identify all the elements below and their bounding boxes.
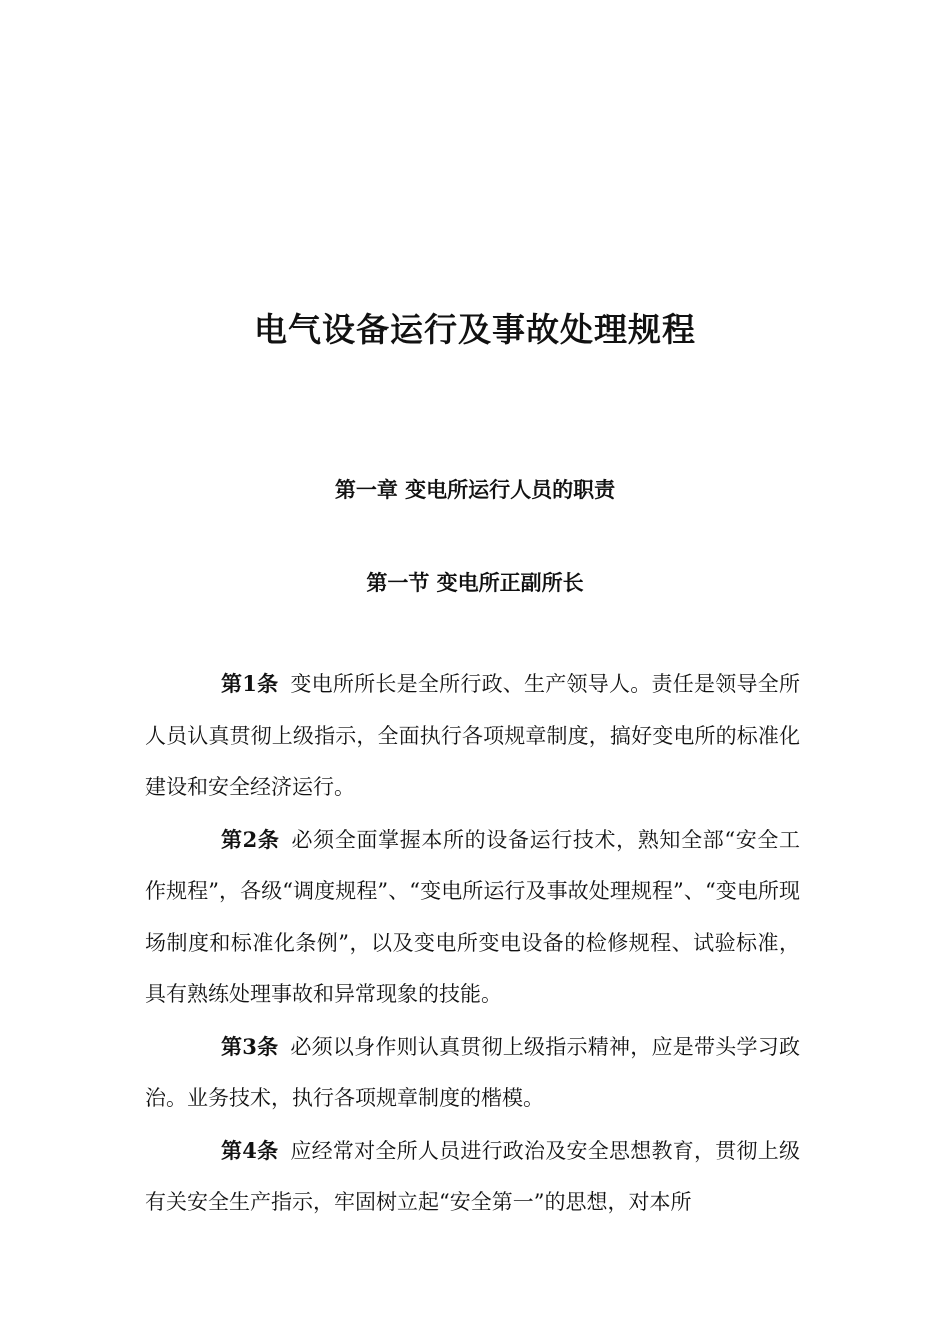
article-2-text: 必须全面掌握本所的设备运行技术，熟知全部“安全工作规程”，各级“调度规程”、“变电所运行及事故处理规程”、“变电所现场制度和标准化条例”，以及变电所变电设备的检修规程、试验标准，具有熟练处理事故和异常现象的技能。 [145, 827, 801, 1006]
chapter-heading: 第一章 变电所运行人员的职责 [334, 477, 616, 502]
article-2 [145, 814, 800, 1021]
section-heading: 第一节 变电所正副所长 [366, 570, 584, 595]
article-1-text: 变电所所长是全所行政、生产领导人。责任是领导全所人员认真贯彻上级指示，全面执行各项规章制度，搞好变电所的标准化建设和安全经济运行。 [145, 672, 800, 799]
document-body [145, 658, 800, 1229]
article-3-text: 必须以身作则认真贯彻上级指示精神，应是带头学习政治。业务技术，执行各项规章制度的楷模。 [145, 1034, 800, 1110]
article-4 [145, 1125, 800, 1229]
article-2-label: 第2条 [221, 826, 280, 852]
article-3 [145, 1021, 800, 1125]
article-4-label: 第4条 [221, 1137, 279, 1163]
article-1 [145, 658, 800, 814]
article-4-text: 应经常对全所人员进行政治及安全思想教育，贯彻上级有关安全生产指示，牢固树立起“安全第一”的思想，对本所 [145, 1138, 800, 1214]
document-title: 电气设备运行及事故处理规程 [254, 310, 696, 349]
article-3-label: 第3条 [221, 1033, 279, 1059]
article-1-label: 第1条 [221, 671, 279, 696]
